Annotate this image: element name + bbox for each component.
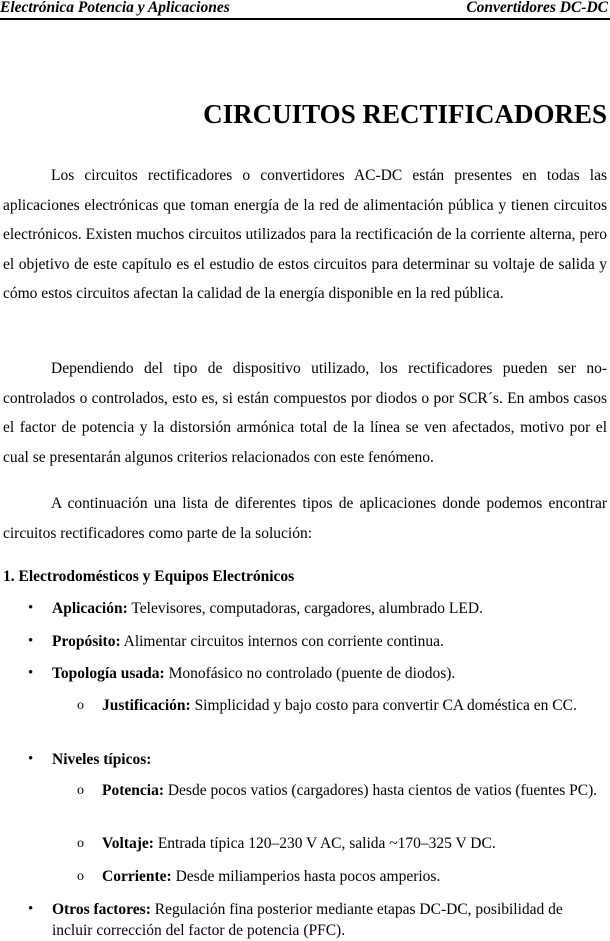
item-text: Monofásico no controlado (puente de diodos). bbox=[164, 665, 456, 682]
running-header bbox=[0, 0, 610, 20]
header-right: Convertidores DC-DC bbox=[466, 0, 608, 16]
sub-item-potencia bbox=[102, 780, 607, 801]
sub-bullet-icon: o bbox=[77, 869, 84, 884]
list-item-niveles bbox=[52, 749, 607, 770]
item-text: Regulación fina posterior mediante etapas DC-DC, posibilidad de incluir corrección del factor de potencia (PFC). bbox=[52, 901, 563, 939]
bullet-icon: • bbox=[28, 600, 34, 616]
item-text: Alimentar circuitos internos con corriente continua. bbox=[120, 633, 444, 650]
bullet-icon: • bbox=[28, 633, 34, 649]
item-label: Potencia: bbox=[102, 782, 164, 799]
item-label: Corriente: bbox=[102, 868, 172, 885]
list-item-aplicacion bbox=[52, 598, 607, 619]
item-label: Otros factores: bbox=[52, 901, 151, 918]
item-label: Aplicación: bbox=[52, 600, 128, 617]
section-heading: 1. Electrodomésticos y Equipos Electrónicos bbox=[3, 568, 295, 585]
item-text: Entrada típica 120–230 V AC, salida ~170–325 V DC. bbox=[153, 835, 496, 852]
item-text: Simplicidad y bajo costo para convertir CA doméstica en CC. bbox=[190, 697, 577, 714]
page-title: CIRCUITOS RECTIFICADORES bbox=[203, 99, 607, 129]
bullet-icon: • bbox=[28, 665, 34, 681]
item-label: Justificación: bbox=[102, 697, 191, 714]
sub-bullet-icon: o bbox=[77, 836, 84, 851]
item-label: Propósito: bbox=[52, 633, 121, 650]
item-label: Topología usada: bbox=[52, 665, 165, 682]
item-text: Desde pocos vatios (cargadores) hasta cientos de vatios (fuentes PC). bbox=[163, 782, 598, 799]
paragraph-list-intro: A continuación una lista de diferentes tipos de aplicaciones donde podemos encontrar circuitos rectificadores como parte de la solución: bbox=[3, 495, 607, 542]
bullet-icon: • bbox=[28, 901, 34, 917]
sub-bullet-icon: o bbox=[77, 783, 84, 798]
paragraph-intro: Los circuitos rectificadores o convertidores AC-DC están presentes en todas las aplicaciones electrónicas que toman energía de la red de alimentación pública y tienen circuitos electrónicos. Existen muchos circuitos utilizados para la rectificación de la corriente alterna, pero el objetivo de este capítulo es el estudio de estos circuitos para determinar su voltaje de salida y cómo estos circuitos afectan la calidad de la energía disponible en la red pública. bbox=[3, 167, 607, 302]
list-item-topologia bbox=[52, 663, 607, 684]
item-label: Voltaje: bbox=[102, 835, 154, 852]
list-item-proposito bbox=[52, 631, 607, 652]
item-text: Desde miliamperios hasta pocos amperios. bbox=[171, 868, 441, 885]
paragraph-types: Dependiendo del tipo de dispositivo utilizado, los rectificadores pueden ser no-controlados o controlados, esto es, si están compuestos por diodos o por SCR´s. En ambos casos el factor de potencia y la distorsión armónica total de la línea se ven afectados, motivo por el cual se presentarán algunos criterios relacionados con este fenómeno. bbox=[3, 360, 607, 466]
list-item-otros-factores bbox=[52, 899, 607, 941]
header-left: Electrónica Potencia y Aplicaciones bbox=[0, 0, 230, 16]
item-text: Televisores, computadoras, cargadores, alumbrado LED. bbox=[127, 600, 483, 617]
sub-item-corriente bbox=[102, 866, 607, 887]
sub-bullet-icon: o bbox=[77, 698, 84, 713]
bullet-icon: • bbox=[28, 751, 34, 767]
sub-item-voltaje bbox=[102, 833, 607, 854]
sub-item-justificacion bbox=[102, 695, 607, 716]
item-label: Niveles típicos: bbox=[52, 751, 152, 768]
